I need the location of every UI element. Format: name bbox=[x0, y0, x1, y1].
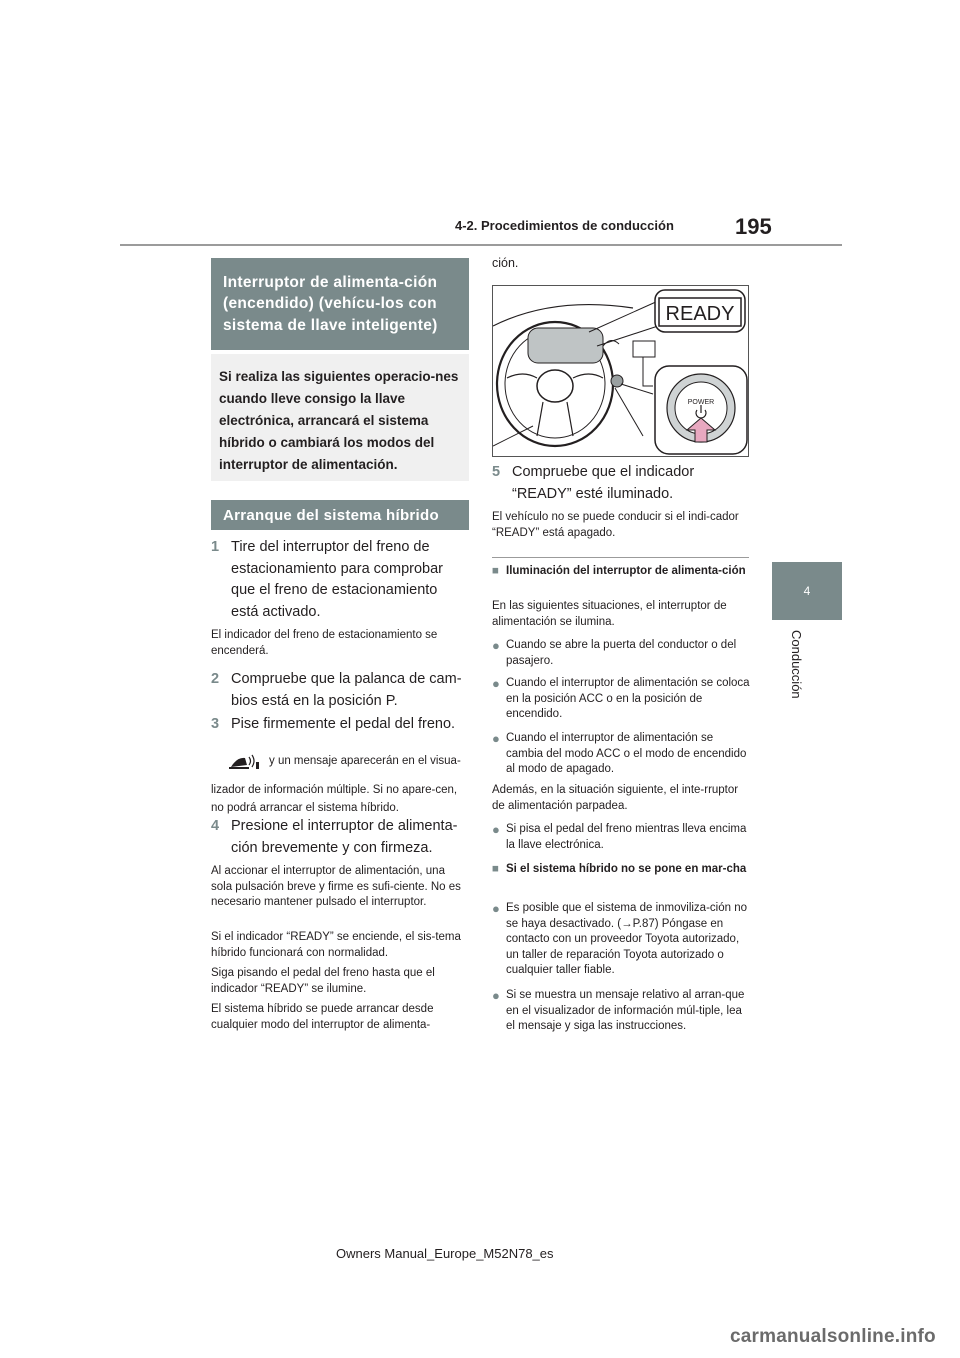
bullet-text: Es posible que el sistema de inmoviliza-ción no se haya desactivado. (→P.87) Póngase en contacto con un proveedor Toyota autorizado, un taller de reparación Toyota autorizado o cualquier taller fiable. bbox=[506, 902, 747, 976]
step-text: Presione el interruptor de alimenta-ción brevemente y con firmeza. bbox=[231, 818, 458, 856]
paragraph-3: Siga pisando el pedal del freno hasta que el indicador “READY” se ilumine. bbox=[211, 967, 435, 995]
intro-text: Si realiza las siguientes operacio-nes cuando lleve consigo la llave electrónica, arrancará el sistema híbrido o cambiará los modos del interruptor de alimentación. bbox=[219, 369, 459, 472]
paragraph-2: Si el indicador “READY” se enciende, el sis-tema híbrido funcionará con normalidad. bbox=[211, 931, 461, 959]
square-bullet-icon: ■ bbox=[492, 863, 499, 875]
step-5-note: El vehículo no se puede conducir si el indi-cador “READY” está apagado. bbox=[492, 511, 739, 539]
paragraph-1: Al accionar el interruptor de alimentación, una sola pulsación breve y firme es sufi-ciente. No es necesario mantener pulsado el interruptor. bbox=[211, 865, 461, 908]
square-bullet-icon: ■ bbox=[492, 565, 499, 577]
step-number: 2 bbox=[211, 671, 220, 687]
bullet-icon: ● bbox=[492, 731, 500, 746]
step-text: Compruebe que la palanca de cam-bios está en la posición P. bbox=[231, 671, 462, 709]
section-heading-start bbox=[211, 500, 469, 530]
note-heading-text: Si el sistema híbrido no se pone en mar-cha bbox=[506, 863, 747, 875]
bullet-icon: ● bbox=[492, 901, 500, 916]
step-3 bbox=[211, 714, 469, 736]
bullet-6 bbox=[492, 988, 750, 1035]
bullet-icon: ● bbox=[492, 822, 500, 837]
dashboard-illustration bbox=[492, 285, 749, 457]
ready-text: READY bbox=[665, 303, 735, 325]
step-text: Pise firmemente el pedal del freno. bbox=[231, 716, 456, 732]
bullet-icon: ● bbox=[492, 676, 500, 691]
step-3-note-b: lizador de información múltiple. Si no apare-cen, no podrá arrancar el sistema híbrido. bbox=[211, 784, 458, 814]
intro-box bbox=[211, 354, 469, 481]
step-text: Tire del interruptor del freno de estacionamiento para comprobar que el freno de estacionamiento está activado. bbox=[231, 539, 443, 620]
bullet-2 bbox=[492, 676, 750, 723]
step-number: 5 bbox=[492, 464, 501, 480]
bullet-text: Cuando el interruptor de alimentación se coloca en la posición ACC o en la posición de encendido. bbox=[506, 677, 750, 720]
step-5 bbox=[492, 462, 754, 505]
section-title: 4-2. Procedimientos de conducción bbox=[455, 218, 674, 233]
bullet-text: Cuando se abre la puerta del conductor o del pasajero. bbox=[506, 639, 737, 667]
step-number: 3 bbox=[211, 716, 220, 732]
bullet-3 bbox=[492, 731, 750, 778]
continued-text: ción. bbox=[492, 256, 519, 270]
bullet-icon: ● bbox=[492, 988, 500, 1003]
brake-pedal-icon bbox=[227, 753, 263, 771]
bullet-icon: ● bbox=[492, 638, 500, 653]
section-heading-text: Interruptor de alimenta-ción (encendido) (vehícu-los con sistema de llave inteligente) bbox=[223, 273, 438, 334]
section-heading-power-switch bbox=[211, 258, 469, 350]
step-4 bbox=[211, 816, 469, 859]
footer-doc-id: Owners Manual_Europe_M52N78_es bbox=[336, 1246, 554, 1261]
note-intro: En las siguientes situaciones, el interruptor de alimentación se ilumina. bbox=[492, 600, 727, 628]
step-1-note: El indicador del freno de estacionamiento se encenderá. bbox=[211, 629, 438, 657]
power-text: POWER bbox=[687, 399, 715, 406]
step-1 bbox=[211, 537, 469, 623]
step-number: 1 bbox=[211, 539, 220, 555]
step-number: 4 bbox=[211, 818, 220, 834]
bullet-text: Cuando el interruptor de alimentación se cambia del modo ACC o el modo de encendido al modo de apagado. bbox=[506, 732, 747, 775]
step-3-note-a: y un mensaje aparecerán en el visua- bbox=[269, 755, 461, 768]
page-number: 195 bbox=[735, 214, 772, 239]
chapter-label: Conducción bbox=[789, 630, 804, 699]
bullet-4 bbox=[492, 822, 750, 853]
step-2 bbox=[211, 669, 469, 712]
watermark: carmanualsonline.info bbox=[730, 1326, 936, 1347]
bullet-5 bbox=[492, 901, 750, 979]
bullet-text: Si se muestra un mensaje relativo al arran-que en el visualizador de información múl-tiple, lea el mensaje y siga las instrucciones. bbox=[506, 989, 745, 1032]
note-heading-illumination bbox=[492, 564, 750, 580]
chapter-tab bbox=[772, 562, 842, 620]
note-heading-text: Iluminación del interruptor de alimenta-ción bbox=[506, 565, 746, 577]
step-text: Compruebe que el indicador “READY” esté iluminado. bbox=[512, 464, 695, 502]
dashboard-drawing bbox=[493, 286, 748, 456]
note-heading-not-start bbox=[492, 862, 750, 878]
bullet-1 bbox=[492, 638, 750, 669]
notes-divider bbox=[492, 557, 749, 558]
step-3-note-line bbox=[211, 752, 469, 772]
section-heading-text: Arranque del sistema híbrido bbox=[223, 506, 439, 524]
header-divider bbox=[120, 244, 842, 246]
paragraph-4: El sistema híbrido se puede arrancar desde cualquier modo del interruptor de alimenta- bbox=[211, 1003, 434, 1031]
note-extra: Además, en la situación siguiente, el inte-rruptor de alimentación parpadea. bbox=[492, 784, 739, 812]
bullet-text: Si pisa el pedal del freno mientras lleva encima la llave electrónica. bbox=[506, 823, 747, 851]
chapter-number: 4 bbox=[803, 584, 811, 598]
